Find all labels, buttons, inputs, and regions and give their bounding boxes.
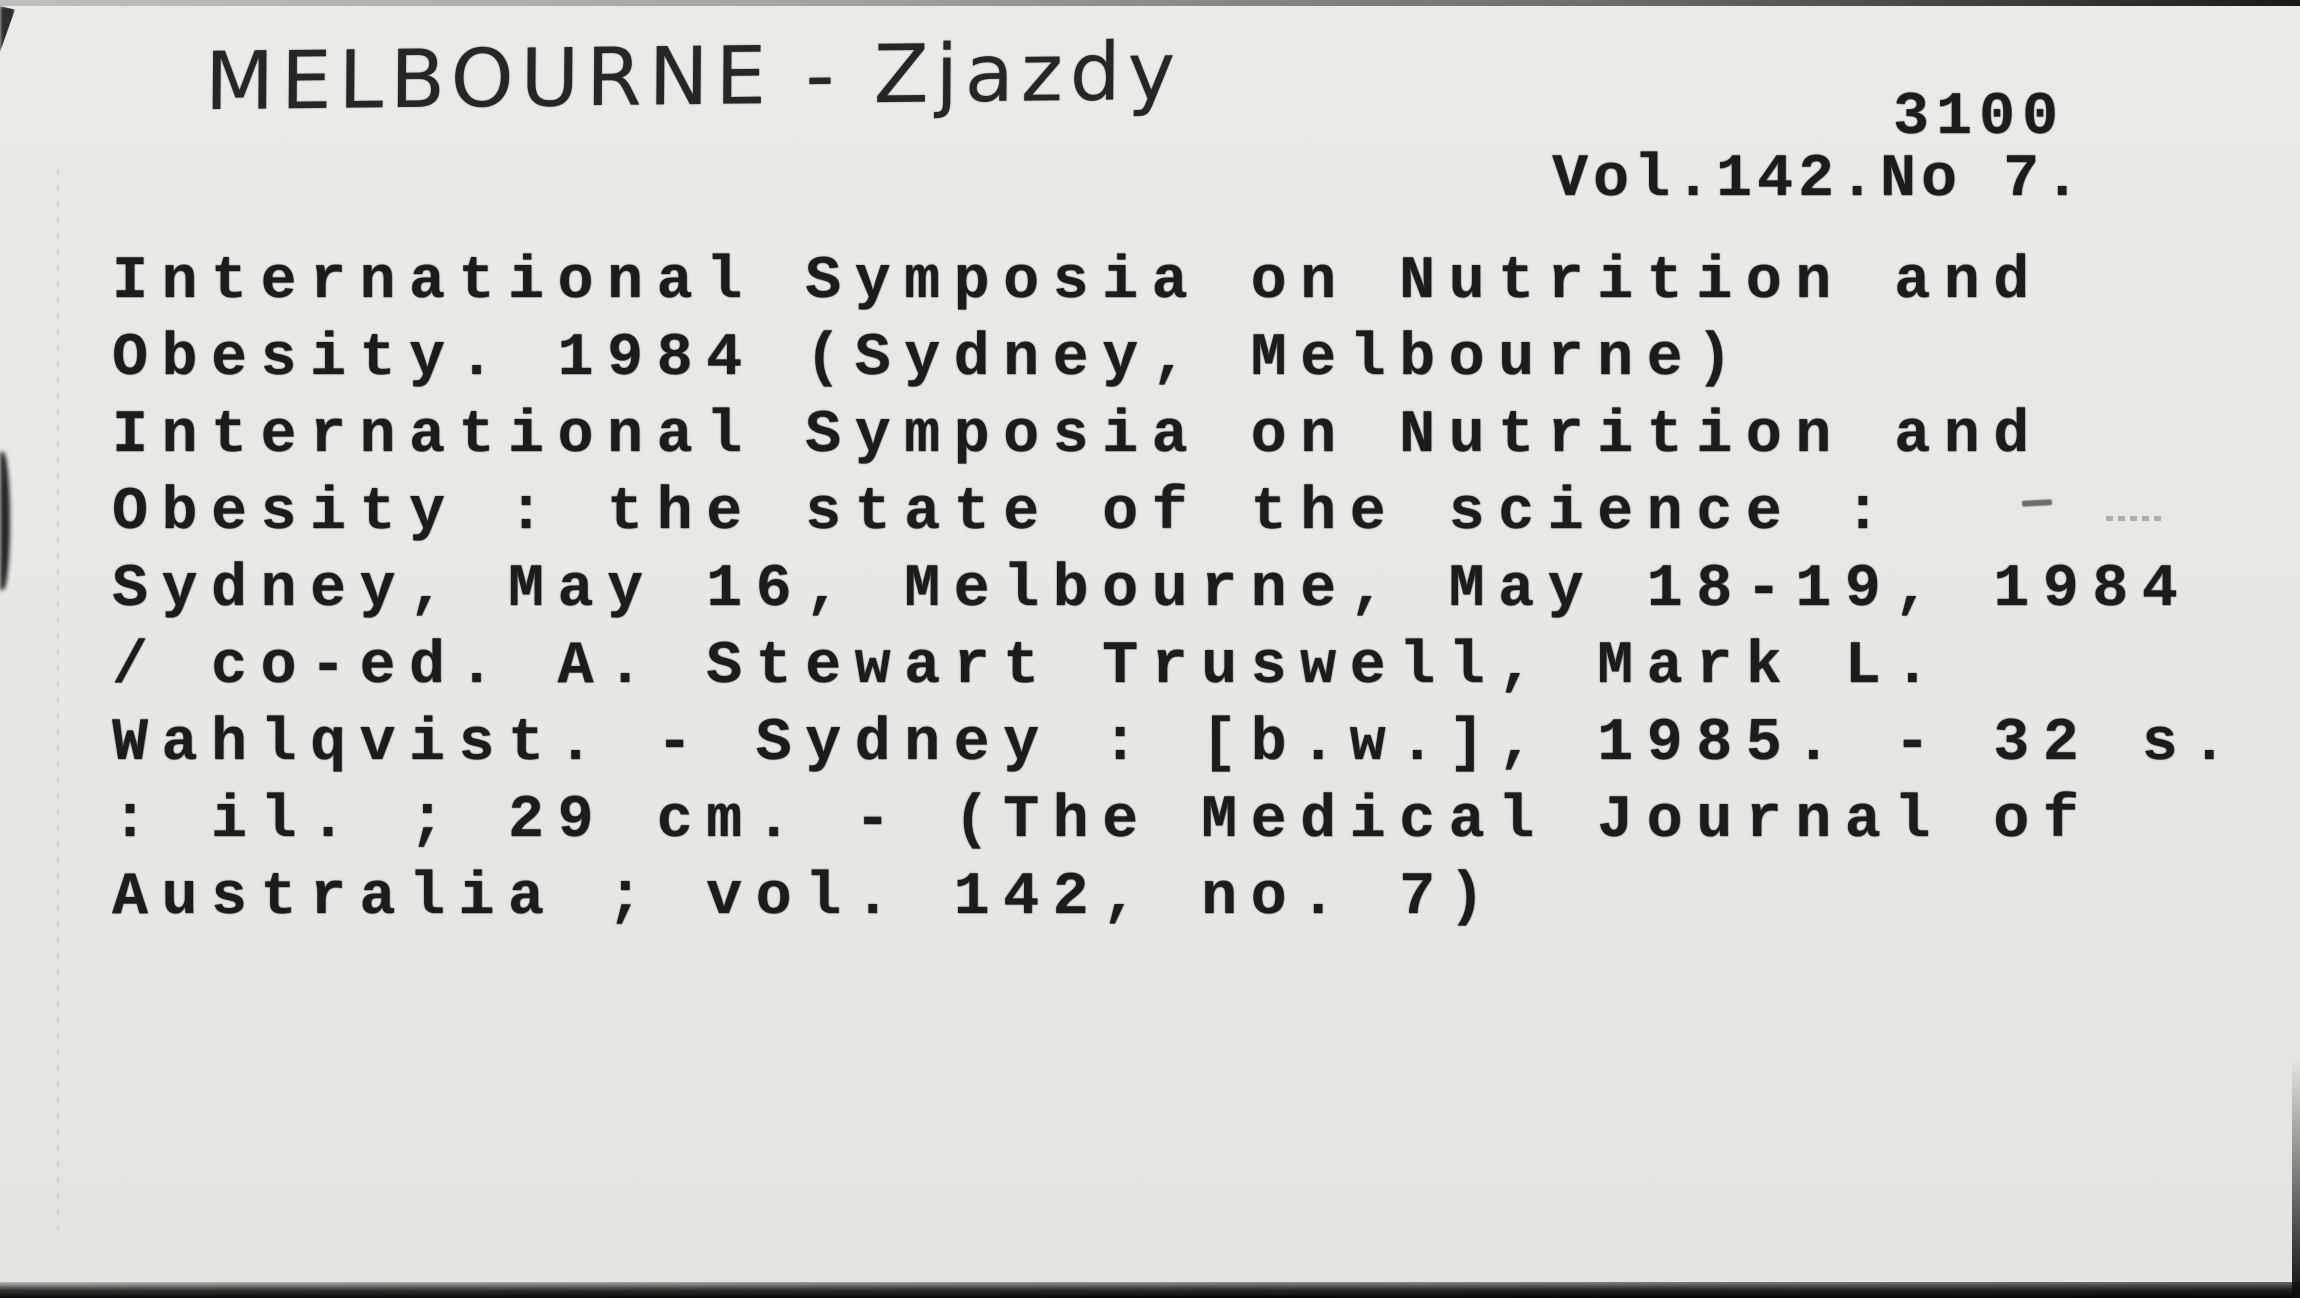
entry-line: Sydney, May 16, Melbourne, May 18-19, 1984 [112, 556, 2192, 624]
scan-artifact-corner-mark [0, 6, 15, 52]
entry-line: Obesity : the state of the science : [112, 479, 1895, 547]
volume-reference: Vol.142.No 7. [1552, 146, 2086, 214]
scan-artifact-pencil-dashes [2106, 516, 2166, 521]
entry-line: Wahlqvist. - Sydney : [b.w.], 1985. - 32 s. [112, 710, 2241, 778]
entry-line: International Symposia on Nutrition and [112, 402, 2043, 470]
entry-line: International Symposia on Nutrition and [112, 248, 2043, 316]
entry-line: Obesity. 1984 (Sydney, Melbourne) [112, 325, 1746, 393]
scan-artifact-right-edge [2292, 1058, 2300, 1298]
scan-artifact-left-smudge [0, 452, 10, 590]
entry-line: / co-ed. A. Stewart Truswell, Mark L. [112, 633, 1944, 701]
scan-artifact-top-edge [0, 0, 2300, 6]
scan-artifact-bottom-edge [0, 1282, 2300, 1298]
entry-line: : il. ; 29 cm. - (The Medical Journal of [112, 787, 2093, 855]
catalog-entry-text [112, 244, 2241, 937]
entry-line: Australia ; vol. 142, no. 7) [112, 864, 1499, 932]
scan-artifact-crease-line [57, 170, 59, 1230]
catalog-number: 3100 [1893, 84, 2066, 152]
handwritten-heading: MELBOURNE - Zjazdy [204, 24, 1183, 129]
